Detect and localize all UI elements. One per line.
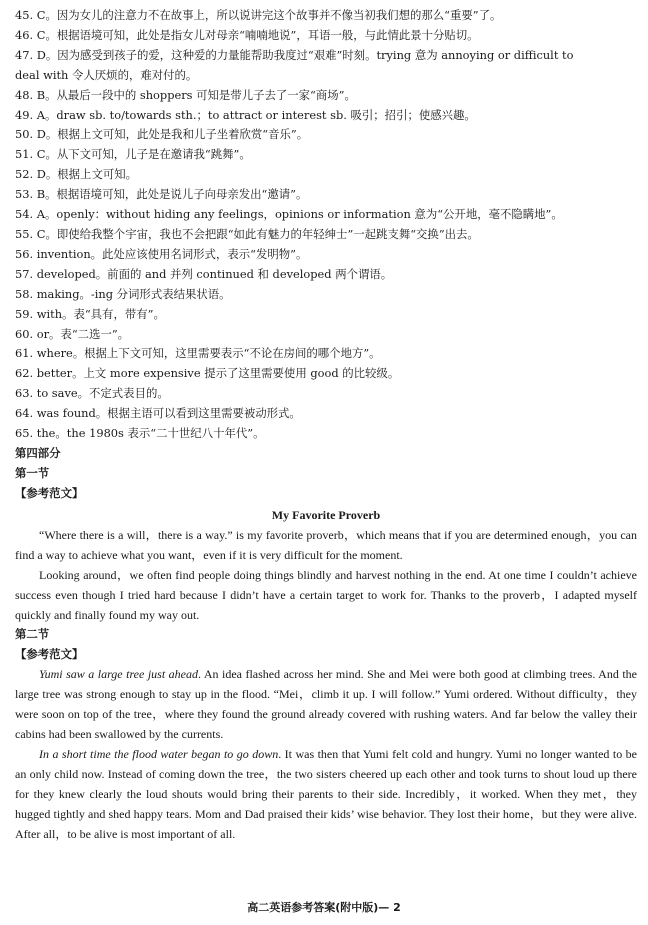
answer-59: 59. with。表“具有，带有”。: [15, 306, 165, 321]
answer-45: 45. C。因为女儿的注意力不在故事上，所以说讲完这个故事并不像当初我们想的那么“重要”了。: [15, 8, 502, 22]
answer-48: 48. B。从最后一段中的 shoppers 可知是带儿子去了一家“商场”。: [15, 87, 356, 102]
answer-62: 62. better。上文 more expensive 提示了这里需要使用 good 的比较级。: [15, 366, 400, 381]
answer-63: 63. to save。不定式表目的。: [15, 386, 169, 401]
answer-46: 46. C。根据语境可知，此处是指女儿对母亲“喃喃地说”，耳语一般，与此情此景十分贴切。: [15, 27, 479, 42]
section1-label: 【参考范文】: [15, 485, 84, 500]
continuation-prompt-1: Yumi saw a large tree just ahead: [39, 667, 198, 682]
answer-61: 61. where。根据上下文可知，这里需要表示“不论在房间的哪个地方”。: [15, 346, 381, 361]
answer-50: 50. D。根据上文可知，此处是我和儿子坐着欣赏“音乐”。: [15, 127, 309, 142]
answer-65: 65. the。the 1980s 表示“二十世纪八十年代”。: [15, 426, 265, 441]
answer-49: 49. A。draw sb. to/towards sth.；to attract or interest sb. 吸引；招引；使感兴趣。: [15, 107, 476, 122]
essay-paragraph-2: Looking around，we often find people doing things blindly and harvest nothing in the end. At one time I couldn’t achieve success even though I tried hard because I didn’t have a certain target to work for. Thanks to the proverb，I adapted myself quickly and finally found my way out.: [15, 567, 637, 622]
continuation-prompt-2: In a short time the flood water began to go down: [39, 747, 279, 762]
answer-57: 57. developed。前面的 and 并列 continued 和 developed 两个谓语。: [15, 266, 393, 281]
answer-54: 54. A。openly：without hiding any feelings，opinions or information 意为“公开地，毫不隐瞒地”。: [15, 207, 563, 222]
part4-heading: 第四部分: [15, 445, 61, 460]
page-footer: 高二英语参考答案(附中版)— 2: [247, 901, 401, 914]
answer-56: 56. invention。此处应该使用名词形式，表示“发明物”。: [15, 246, 308, 261]
continuation-paragraph-1: Yumi saw a large tree just ahead. An idea flashed across her mind. She and Mei were both good at climbing trees. And the large tree was strong enough to stay up in the flood. “Mei，climb it up. I will follow.” Yumi ordered. Without difficulty，they were soon on top of the tree，where they found the ground already covered with rushing waters. And far below the valley their cabins had been swallowed by the currents.: [15, 667, 637, 742]
section2-heading: 第二节: [15, 626, 50, 641]
answer-51: 51. C。从下文可知，儿子是在邀请我“跳舞”。: [15, 147, 251, 162]
section1-heading: 第一节: [15, 465, 50, 480]
essay-paragraph-1: “Where there is a will，there is a way.” is my favorite proverb，which means that if you are determined enough，you can find a way to achieve what you want，even if it is very difficult for the moment.: [15, 527, 637, 562]
answer-58: 58. making。-ing 分词形式表结果状语。: [15, 286, 231, 301]
answer-52: 52. D。根据上文可知。: [15, 167, 138, 182]
answer-64: 64. was found。根据主语可以看到这里需要被动形式。: [15, 406, 301, 421]
section2-label: 【参考范文】: [15, 646, 84, 661]
answer-47: 47. D。因为感受到孩子的爱，这种爱的力量能帮助我度过“艰难”时刻。trying 意为 annoying or difficult to deal with 令人厌烦的，难对付的。: [15, 47, 574, 82]
answer-55: 55. C。即使给我整个宇宙，我也不会把跟“如此有魅力的年轻绅士”一起跳支舞“交换”出去。: [15, 226, 479, 241]
answer-53: 53. B。根据语境可知，此处是说儿子向母亲发出“邀请”。: [15, 187, 308, 202]
continuation-paragraph-2: In a short time the flood water began to go down. It was then that Yumi felt cold and hungry. Yumi no longer wanted to be an only child now. Instead of coming down the tree，the two sisters cheered up each other and took turns to shout loud up there for they knew clearly the loud shouts would bring their parents to their side. Incredibly，it worked. When they met，they hugged tightly and shed happy tears. Mom and Dad praised their kids’ wise behavior. They lost their home，but they were alive. After all，to be alive is most important of all.: [15, 747, 637, 842]
answer-list: [15, 6, 637, 844]
answer-60: 60. or。表“二选一”。: [15, 326, 130, 341]
essay-title: My Favorite Proverb: [271, 507, 381, 522]
